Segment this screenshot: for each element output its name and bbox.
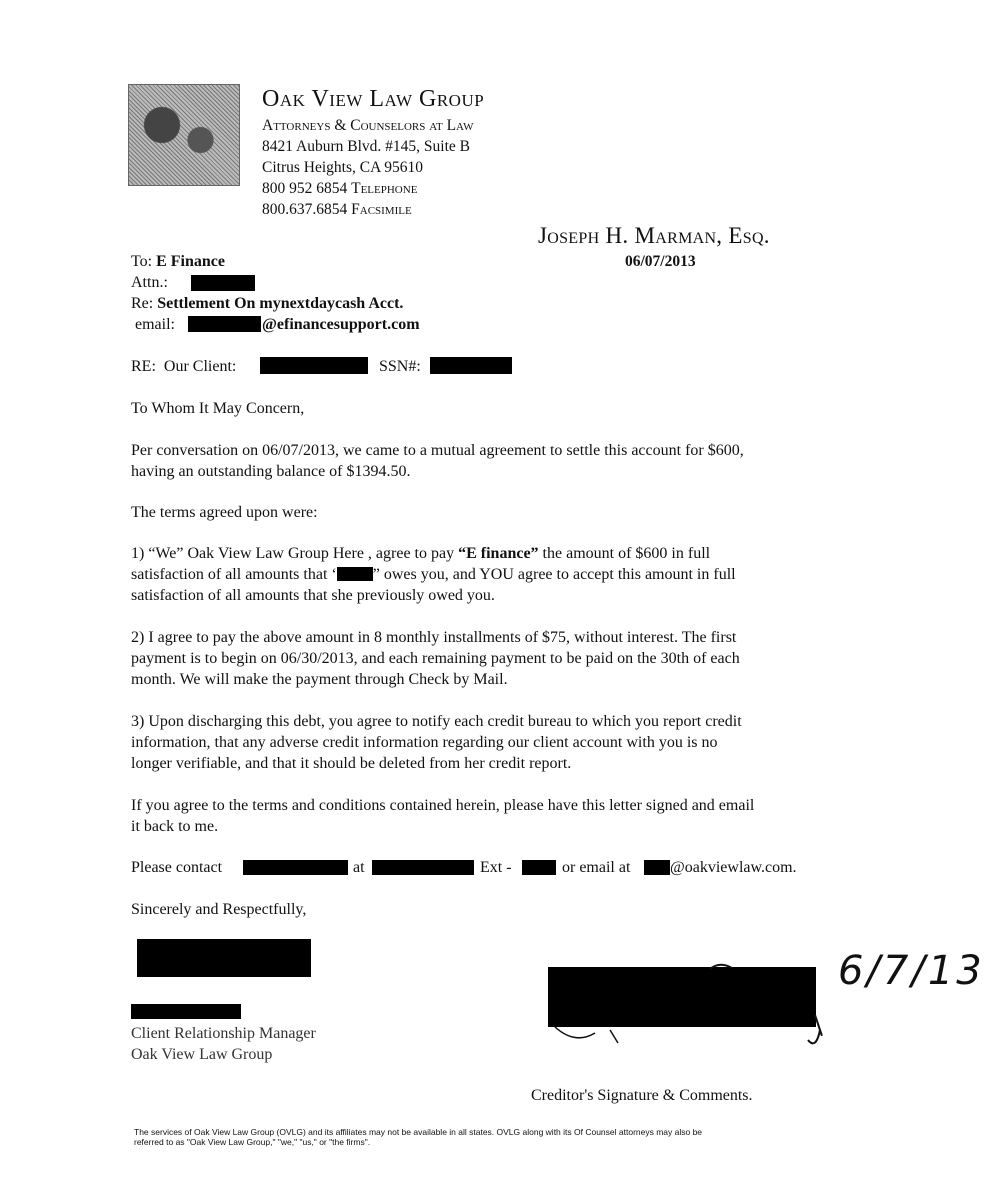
redaction-contact-ext [522,860,556,875]
terms-heading: The terms agreed upon were: [131,504,318,521]
term-2-line-3: month. We will make the payment through Check by Mail. [131,671,508,688]
term-3-line-3: longer verifiable, and that it should be deleted from her credit report. [131,755,572,772]
term-2-line-2: payment is to begin on 06/30/2013, and each remaining payment to be paid on the 30th of each [131,650,740,667]
attn-line [131,272,168,293]
term-2-paragraph [131,627,841,690]
phone-line [262,179,417,199]
phone-label: Telephone [351,180,418,197]
redaction-attn [191,275,255,291]
term-1-line-2-b: ” owes you, and YOU agree to accept this amount in full [372,566,736,583]
agreement-paragraph [131,795,841,837]
term-1-line-2 [131,564,841,585]
agreement-line-2: it back to me. [131,818,219,835]
firm-tagline: Attorneys & Counselors at Law [262,117,474,134]
redaction-signature [137,939,311,977]
term-3-paragraph [131,711,841,774]
term-1-line-1 [131,543,841,564]
term-2-line-1: 2) I agree to pay the above amount in 8 monthly installments of $75, without interest. The first [131,629,737,646]
handwritten-date: 6/7/13 [838,948,985,994]
signature-strokes [540,955,840,1050]
salutation: To Whom It May Concern, [131,400,305,417]
term-1-line-2-a: satisfaction of all amounts that ‘ [131,566,337,583]
agreement-line-1: If you agree to the terms and conditions contained herein, please have this letter signed and email [131,797,755,814]
email-label: email: [135,316,175,333]
client-re-line [131,356,236,377]
footer-disclaimer [134,1127,854,1147]
signer-title: Client Relationship Manager [131,1025,316,1042]
our-client-label: Our Client: [163,358,237,375]
contact-or-email: or email at [562,859,631,876]
to-value: E Finance [156,253,225,270]
term-3-line-2: information, that any adverse credit information regarding our client account with you is no [131,734,718,751]
intro-line-1: Per conversation on 06/07/2013, we came to a mutual agreement to settle this account for $600, [131,442,744,459]
re-label: Re: [131,295,154,312]
contact-please: Please contact [131,859,223,876]
term-1-line-3: satisfaction of all amounts that she previously owed you. [131,587,495,604]
redaction-client-inline [337,567,373,581]
address-line-1: 8421 Auburn Blvd. #145, Suite B [262,138,470,155]
redaction-client-name [260,357,368,374]
redaction-contact-phone [372,860,474,875]
email-line [135,314,175,335]
footer-line-2: referred to as "Oak View Law Group," "we," "us," or "the firms". [134,1137,371,1147]
term-1-text-a: 1) “We” Oak View Law Group Here , agree to pay [131,545,459,562]
attn-label: Attn.: [131,274,168,291]
fax-label: Facsimile [351,201,412,218]
to-line [131,251,225,272]
address-line-2: Citrus Heights, CA 95610 [262,159,424,176]
firm-logo-image [128,84,240,186]
re-line [131,293,403,314]
footer-line-1: The services of Oak View Law Group (OVLG) and its affiliates may not be available in all states. OVLG along with its Of Counsel attorneys may also be [134,1127,703,1137]
redaction-ssn [430,357,512,374]
client-re-label: RE: [131,358,156,375]
intro-line-2: having an outstanding balance of $1394.50. [131,463,411,480]
term-1-text-c: the amount of $600 in full [538,545,711,562]
fax-number: 800.637.6854 [262,201,348,218]
firm-name: Oak View Law Group [262,86,485,112]
redaction-contact-email [644,860,670,875]
redaction-email [188,316,261,332]
term-1-creditor: “E finance” [458,545,539,562]
phone-number: 800 952 6854 [262,180,348,197]
to-label: To: [131,253,153,270]
fax-line [262,200,412,220]
re-value: Settlement On mynextdaycash Acct. [157,295,404,312]
contact-email-domain: @oakviewlaw.com. [670,859,797,876]
contact-at: at [353,859,365,876]
closing: Sincerely and Respectfully, [131,901,307,918]
term-1-paragraph [131,543,841,606]
term-3-line-1: 3) Upon discharging this debt, you agree to notify each credit bureau to which you report credit [131,713,742,730]
attorney-name: Joseph H. Marman, Esq. [538,223,770,248]
intro-paragraph [131,440,841,482]
creditor-caption: Creditor's Signature & Comments. [531,1087,753,1104]
redaction-contact-name [243,860,348,875]
signer-firm: Oak View Law Group [131,1046,273,1063]
email-domain: @efinancesupport.com [262,316,420,333]
contact-ext: Ext - [480,859,512,876]
letter-date: 06/07/2013 [625,253,696,270]
ssn-label: SSN#: [379,358,421,375]
redaction-signer-name [131,1004,241,1019]
